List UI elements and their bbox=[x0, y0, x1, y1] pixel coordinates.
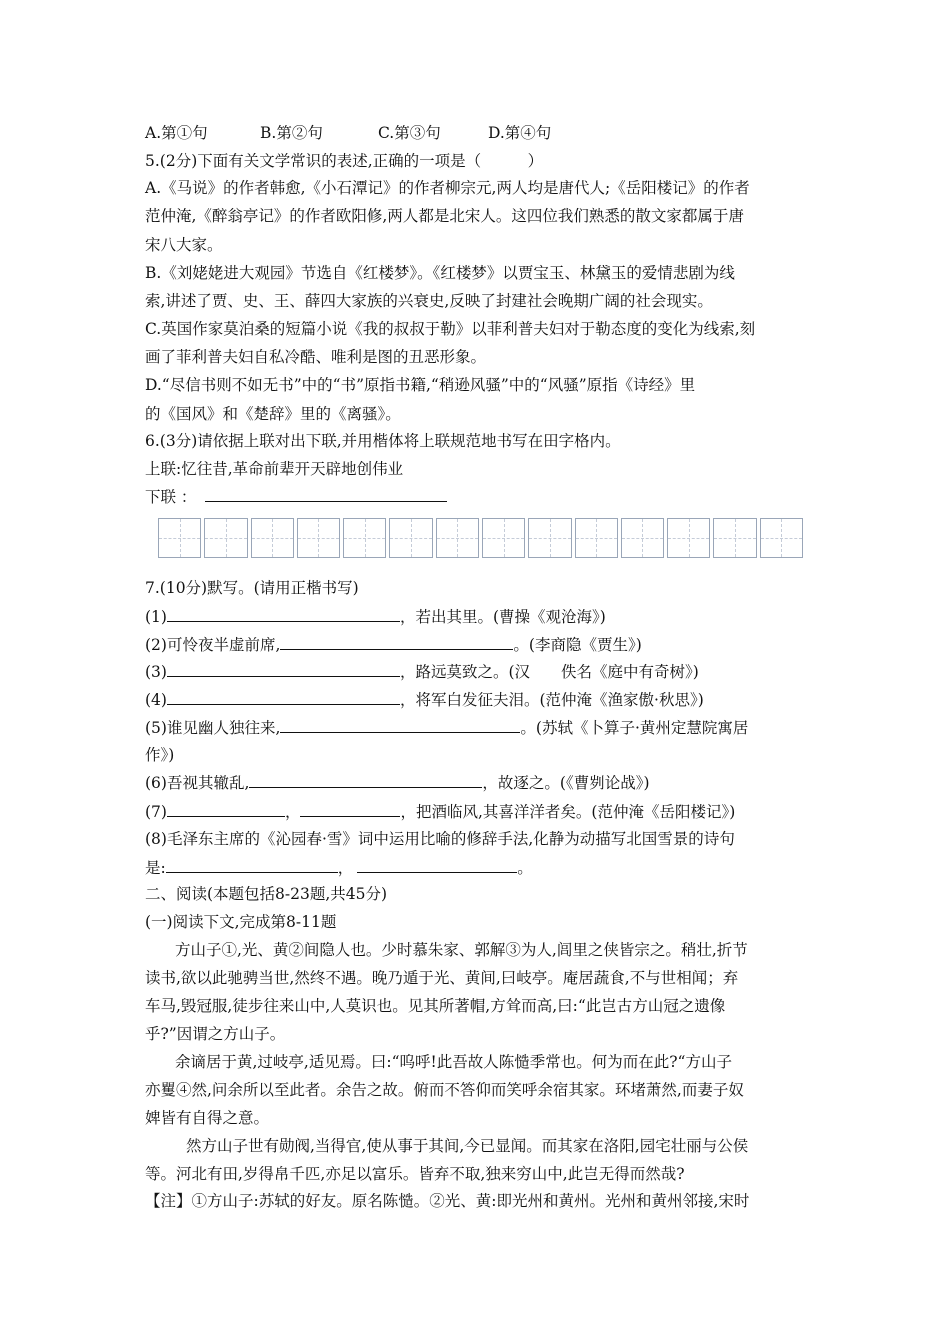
option-c: C.第③句 bbox=[378, 124, 441, 142]
section-subtitle: (一)阅读下文,完成第8-11题 bbox=[145, 913, 337, 931]
tianzige-cell[interactable] bbox=[297, 518, 340, 558]
q7-item-4: (4) ，将军白发征夫泪。(范仲淹《渔家傲·秋思》) bbox=[145, 691, 704, 709]
section-title: 二、阅读(本题包括8-23题,共45分) bbox=[145, 885, 388, 903]
q6-upper-couplet: 上联:忆往昔,革命前辈开天辟地创伟业 bbox=[145, 460, 404, 478]
option-d: D.第④句 bbox=[488, 124, 552, 142]
blank-3[interactable] bbox=[167, 661, 400, 677]
q7-stem: 7.(10分)默写。(请用正楷书写) bbox=[145, 579, 359, 597]
tianzige-grid bbox=[158, 518, 803, 560]
blank-4[interactable] bbox=[167, 689, 400, 705]
lower-couplet-blank[interactable] bbox=[205, 486, 447, 502]
passage-note: 【注】①方山子:苏轼的好友。原名陈慥。②光、黄:即光州和黄州。光州和黄州邻接,宋时 bbox=[145, 1192, 750, 1210]
tianzige-cell[interactable] bbox=[158, 518, 201, 558]
q7-item-7: (7) ， ，把酒临风,其喜洋洋者矣。(范仲淹《岳阳楼记》) bbox=[145, 803, 736, 821]
q5-option-c-line2: 画了菲利普夫妇自私冷酷、唯利是图的丑恶形象。 bbox=[145, 348, 487, 366]
tianzige-cell[interactable] bbox=[251, 518, 294, 558]
passage-p3-line1: 然方山子世有勋阀,当得官,使从事于其间,今已显闻。而其家在洛阳,园宅壮丽与公侯 bbox=[186, 1137, 749, 1155]
tianzige-cell[interactable] bbox=[343, 518, 386, 558]
q5-option-a-line3: 宋八大家。 bbox=[145, 236, 223, 254]
passage-p2-line1: 余谪居于黄,过岐亭,适见焉。曰:“呜呼!此吾故人陈慥季常也。何为而在此?“方山子 bbox=[175, 1053, 732, 1071]
passage-p1-line2: 读书,欲以此驰骋当世,然终不遇。晚乃遁于光、黄间,曰岐亭。庵居蔬食,不与世相闻；弃 bbox=[145, 969, 739, 987]
q7-item-3: (3) ，路远莫致之。(汉 佚名《庭中有奇树》) bbox=[145, 663, 699, 681]
blank-6[interactable] bbox=[249, 772, 482, 788]
tianzige-cell[interactable] bbox=[760, 518, 803, 558]
q7-item-8-line1: (8)毛泽东主席的《沁园春·雪》词中运用比喻的修辞手法,化静为动描写北国雪景的诗句 bbox=[145, 830, 735, 848]
lower-label: 下联 ： bbox=[145, 488, 197, 506]
blank-1[interactable] bbox=[167, 606, 400, 622]
q5-option-a-line1: A.《马说》的作者韩愈,《小石潭记》的作者柳宗元,两人均是唐代人;《岳阳楼记》的作者 bbox=[145, 179, 750, 197]
q5-option-b-line2: 索,讲述了贾、史、王、薛四大家族的兴衰史,反映了封建社会晚期广阔的社会现实。 bbox=[145, 292, 713, 310]
q4-options bbox=[145, 123, 815, 143]
q7-item-8-line2: 是: ， 。 bbox=[145, 859, 533, 877]
q5-option-c-line1: C.英国作家莫泊桑的短篇小说《我的叔叔于勒》以菲利普夫妇对于勒态度的变化为线索,刻 bbox=[145, 320, 756, 338]
passage-p3-line2: 等。河北有田,岁得帛千匹,亦足以富乐。皆弃不取,独来穷山中,此岂无得而然哉? bbox=[145, 1165, 685, 1183]
q6-lower-couplet bbox=[145, 486, 815, 507]
q5-option-a-line2: 范仲淹,《醉翁亭记》的作者欧阳修,两人都是北宋人。这四位我们熟悉的散文家都属于唐 bbox=[145, 207, 744, 225]
q7-item-2: (2)可怜夜半虚前席, 。(李商隐《贾生》) bbox=[145, 636, 642, 654]
tianzige-cell[interactable] bbox=[482, 518, 525, 558]
q7-item-1: (1) ，若出其里。(曹操《观沧海》) bbox=[145, 608, 606, 626]
blank-8b[interactable] bbox=[357, 857, 517, 873]
tianzige-cell[interactable] bbox=[575, 518, 618, 558]
blank-8a[interactable] bbox=[166, 857, 338, 873]
passage-p2-line3: 婢皆有自得之意。 bbox=[145, 1109, 270, 1127]
passage-p2-line2: 亦矍④然,问余所以至此者。余告之故。俯而不答仰而笑呼余宿其家。环堵萧然,而妻子奴 bbox=[145, 1081, 744, 1099]
passage-p1-line1: 方山子①,光、黄②间隐人也。少时慕朱家、郭解③为人,闾里之侠皆宗之。稍壮,折节 bbox=[175, 941, 748, 959]
tianzige-cell[interactable] bbox=[713, 518, 756, 558]
blank-5[interactable] bbox=[280, 717, 520, 733]
tianzige-cell[interactable] bbox=[667, 518, 710, 558]
option-a: A.第①句 bbox=[145, 124, 208, 142]
q6-stem: 6.(3分)请依据上联对出下联,并用楷体将上联规范地书写在田字格内。 bbox=[145, 432, 621, 450]
tianzige-cell[interactable] bbox=[528, 518, 571, 558]
q5-option-b-line1: B.《刘姥姥进大观园》节选自《红楼梦》。《红楼梦》以贾宝玉、林黛玉的爱情悲剧为线 bbox=[145, 264, 735, 282]
blank-7b[interactable] bbox=[300, 801, 400, 817]
option-b: B.第②句 bbox=[260, 124, 323, 142]
tianzige-cell[interactable] bbox=[621, 518, 664, 558]
passage-p1-line3: 车马,毁冠服,徒步往来山中,人莫识也。见其所著帽,方耸而高,曰:“此岂古方山冠之遗像 bbox=[145, 997, 726, 1015]
q7-item-5: (5)谁见幽人独往来, 。(苏轼《卜算子·黄州定慧院寓居 bbox=[145, 719, 749, 737]
q7-item-6: (6)吾视其辙乱, ，故逐之。(《曹刿论战》) bbox=[145, 774, 650, 792]
q5-option-d-line2: 的《国风》和《楚辞》里的《离骚》。 bbox=[145, 405, 401, 423]
blank-7a[interactable] bbox=[167, 801, 285, 817]
passage-p1-line4: 乎?”因谓之方山子。 bbox=[145, 1025, 286, 1043]
tianzige-cell[interactable] bbox=[436, 518, 479, 558]
q5-option-d-line1: D.“尽信书则不如无书”中的“书”原指书籍,“稍逊风骚”中的“风骚”原指《诗经》里 bbox=[145, 376, 696, 394]
q5-stem: 5.(2分)下面有关文学常识的表述,正确的一项是（ ） bbox=[145, 152, 544, 170]
tianzige-cell[interactable] bbox=[204, 518, 247, 558]
tianzige-cell[interactable] bbox=[389, 518, 432, 558]
blank-2[interactable] bbox=[280, 634, 513, 650]
q7-item-5-cont: 作》) bbox=[145, 746, 175, 764]
